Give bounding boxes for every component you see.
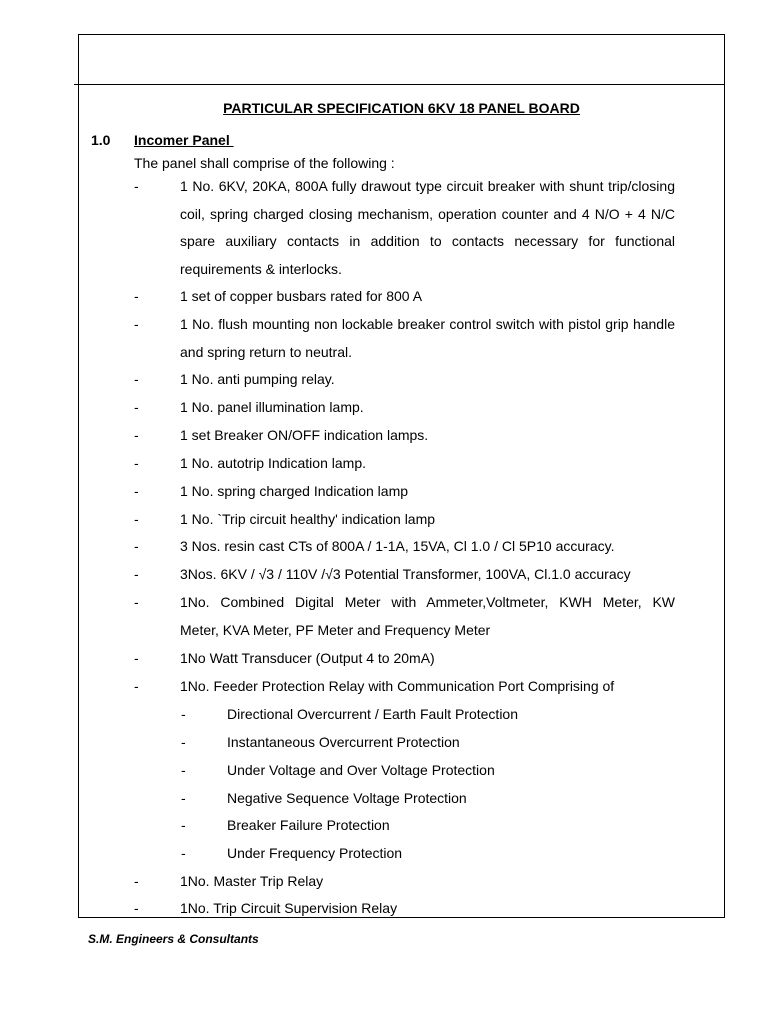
list-item-text — [180, 594, 675, 649]
sub-list-item-text: Breaker Failure Protection — [227, 817, 390, 833]
list-dash: - — [134, 178, 139, 194]
list-item-line: spare auxiliary contacts in addition to contacts necessary for functional — [180, 233, 675, 249]
list-dash: - — [134, 511, 139, 527]
header-rule — [74, 84, 725, 85]
list-dash: - — [134, 900, 139, 916]
sub-list-dash: - — [181, 790, 186, 806]
list-item-text — [180, 483, 675, 511]
list-item-text — [180, 511, 675, 539]
list-item-text — [180, 650, 675, 678]
list-item-line: 1 No. autotrip Indication lamp. — [180, 455, 366, 471]
sub-list-dash: - — [181, 734, 186, 750]
list-item-line: 1 No. `Trip circuit healthy' indication lamp — [180, 511, 436, 527]
sub-list-item-text: Under Frequency Protection — [227, 845, 403, 861]
list-item-line: 3Nos. 6KV / √3 / 110V /√3 Potential Transformer, 100VA, Cl.1.0 accuracy — [180, 566, 631, 582]
list-item-line: and spring return to neutral. — [180, 343, 352, 360]
list-item-text — [180, 538, 675, 566]
list-dash: - — [134, 650, 139, 666]
list-item-line: 1 No. anti pumping relay. — [180, 371, 335, 387]
list-dash: - — [134, 594, 139, 610]
list-item-text — [180, 288, 675, 316]
sub-list-dash: - — [181, 762, 186, 778]
list-item-text — [180, 566, 675, 594]
sub-list-item-text: Instantaneous Overcurrent Protection — [227, 734, 460, 750]
list-item-line: 3 Nos. resin cast CTs of 800A / 1-1A, 15VA, Cl 1.0 / Cl 5P10 accuracy. — [180, 538, 615, 554]
list-item-text: 1No. Trip Circuit Supervision Relay — [180, 900, 398, 916]
sub-list-dash: - — [181, 817, 186, 833]
list-item-text — [180, 399, 675, 427]
footer-company: S.M. Engineers & Consultants — [88, 932, 259, 946]
list-dash: - — [134, 678, 139, 694]
sub-list-item-text: Under Voltage and Over Voltage Protection — [227, 762, 495, 778]
list-dash: - — [134, 371, 139, 387]
list-dash: - — [134, 873, 139, 889]
list-dash: - — [134, 316, 139, 332]
document-title: PARTICULAR SPECIFICATION 6KV 18 PANEL BOARD — [223, 100, 580, 116]
list-dash: - — [134, 427, 139, 443]
list-item-line: 1 No. panel illumination lamp. — [180, 399, 364, 415]
list-item-line: 1 No. 6KV, 20KA, 800A fully drawout type circuit breaker with shunt trip/closing — [180, 178, 675, 194]
list-item-line: 1 set of copper busbars rated for 800 A — [180, 288, 423, 304]
list-dash: - — [134, 566, 139, 582]
list-item-text: 1No. Master Trip Relay — [180, 873, 324, 889]
sub-list-dash: - — [181, 706, 186, 722]
list-item-text — [180, 455, 675, 483]
list-dash: - — [134, 483, 139, 499]
section-number: 1.0 — [91, 132, 111, 148]
list-item-line: 1No Watt Transducer (Output 4 to 20mA) — [180, 650, 435, 666]
list-item-line: requirements & interlocks. — [180, 260, 342, 277]
list-item-line: coil, spring charged closing mechanism, operation counter and 4 N/O + 4 N/C — [180, 205, 675, 222]
list-item-text — [180, 178, 675, 288]
list-item-text — [180, 678, 675, 706]
list-dash: - — [134, 288, 139, 304]
list-item-line: 1 No. flush mounting non lockable breaker control switch with pistol grip handle — [180, 316, 675, 332]
sub-list-dash: - — [181, 845, 186, 861]
sub-list-item-text: Directional Overcurrent / Earth Fault Protection — [227, 706, 519, 722]
list-dash: - — [134, 455, 139, 471]
list-dash: - — [134, 399, 139, 415]
list-item-text — [180, 427, 675, 455]
list-item-line: Meter, KVA Meter, PF Meter and Frequency Meter — [180, 621, 491, 638]
list-dash: - — [134, 538, 139, 554]
list-item-line: 1No. Feeder Protection Relay with Communication Port Comprising of — [180, 678, 615, 694]
list-item-line: 1 No. spring charged Indication lamp — [180, 483, 409, 499]
list-item-text — [180, 371, 675, 399]
list-item-line: 1 set Breaker ON/OFF indication lamps. — [180, 427, 429, 443]
section-intro: The panel shall comprise of the following : — [134, 155, 395, 171]
list-item-text — [180, 316, 675, 371]
list-item-line: 1No. Combined Digital Meter with Ammeter,Voltmeter, KWH Meter, KW — [180, 594, 675, 610]
sub-list-item-text: Negative Sequence Voltage Protection — [227, 790, 467, 806]
section-title: Incomer Panel — [134, 132, 234, 148]
